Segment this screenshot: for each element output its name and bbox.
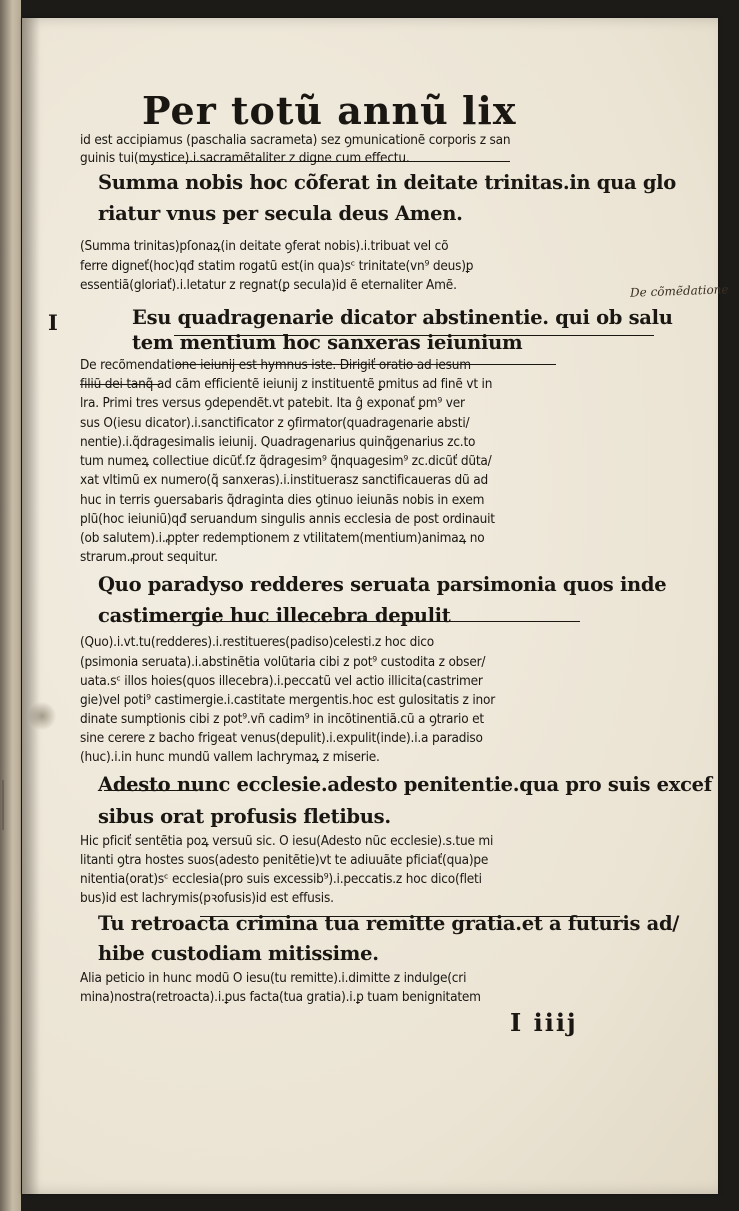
commentary-line: ferre digneť(hoc)qđ statim rogatũ est(in qua)sᶜ trinitate(vn⁹ deus)ꝑ [80, 258, 474, 274]
hymn-verse-line: tem mentium hoc sanxeras ieiunium [132, 331, 523, 354]
commentary-line: Alia peticio in hunc modũ O iesu(tu remitte).i.dimitte z indulge(cri [80, 970, 467, 986]
ink-stain [28, 701, 56, 731]
commentary-line: nentie).i.q̃dragesimalis ieiunij. Quadragenarius quinq̃genarius zc.to [80, 434, 476, 450]
underline-rule [150, 621, 580, 622]
commentary-line: essentiã(gloriať).i.letatur z regnat(ꝑ secula)id ẽ eternaliter Amẽ. [80, 277, 457, 293]
hymn-verse-line: sibus orat profusis fletibus. [98, 805, 391, 828]
commentary-line: sine cerere z bacho frigeat venus(depulit).i.expulit(inde).i.a paradiso [80, 730, 483, 746]
commentary-line: (psimonia seruata).i.abstinẽtia volũtaria cibi z pot⁹ custodita z obser/ [80, 654, 486, 670]
commentary-line: guinis tui(mystice).i.sacramẽtaliter z digne cum effectu. [80, 150, 410, 166]
commentary-line: (Quo).i.vt.tu(redderes).i.restitueres(padiso)celesti.z hoc dico [80, 634, 434, 650]
commentary-line: uata.sᶜ illos hoies(quos illecebra).i.peccatũ vel actio illicita(castrimer [80, 673, 483, 689]
signature-mark: I iiij [510, 1008, 578, 1037]
commentary-line: De recõmendatione ieiunij est hymnus iste. Dirigiť oratio ad iesum [80, 357, 471, 373]
underline-rule [80, 384, 160, 385]
commentary-line: tum numeꝝ collectiue dicũť.ſz q̃dragesim⁹ q̃nquagesim⁹ zc.dicũť dũta/ [80, 453, 492, 469]
commentary-line: bus)id est lachrymis(pꝛofusis)id est effusis. [80, 890, 334, 906]
book-page [22, 18, 729, 1194]
gutter-shadow [22, 18, 40, 1194]
handwritten-marginal-note: De cõmẽdatione [629, 282, 729, 300]
hymn-verse-line: Esu quadragenarie dicator abstinentie. qui ob salu [132, 306, 673, 329]
commentary-line: plũ(hoc ieiuniũ)qđ seruandum singulis annis ecclesia de post ordinauit [80, 511, 495, 527]
hymn-verse-line: hibe custodiam mitissime. [98, 942, 379, 965]
facing-page-edge [0, 0, 21, 1211]
commentary-line: huc in terris ꝯuersabaris q̃draginta dies ꝯtinuo ieiunãs nobis in exem [80, 492, 485, 508]
hymn-verse-line: Adesto nunc ecclesie.adesto penitentie.qua pro suis excef [98, 773, 712, 796]
underline-rule [104, 790, 194, 791]
commentary-line: dinate sumptionis cibi z pot⁹.vñ cadim⁹ in incõtinentiã.cũ a ꝯtrario et [80, 711, 484, 727]
commentary-line: filiũ dei tanq̃ ad cãm efficientẽ ieiunij z instituentẽ ꝑmitus ad finẽ vt in [80, 376, 493, 392]
underline-rule [176, 364, 556, 365]
commentary-line: (huc).i.in hunc mundũ vallem lachrymaꝝ z miserie. [80, 749, 380, 765]
commentary-line: (ob salutem).i.ꝓpter redemptionem z vtilitatem(mentium)animaꝝ no [80, 530, 485, 546]
commentary-line: litanti ꝯtra hostes suos(adesto penitẽtie)vt te adiuuãte pficiať(qua)pe [80, 852, 489, 868]
commentary-line: gie)vel poti⁹ castimergie.i.castitate mergentis.hoc est gulositatis z inor [80, 692, 496, 708]
hymn-verse-line: castimergie huc illecebra depulit [98, 604, 451, 627]
commentary-line: nitentia(orat)sᶜ ecclesia(pro suis excessib⁹).i.peccatis.z hoc dico(fleti [80, 871, 482, 887]
folio-number: lix [462, 88, 517, 133]
underline-rule [174, 335, 654, 336]
hymn-verse-line: Summa nobis hoc cõferat in deitate trinitas.in qua glo [98, 171, 676, 194]
commentary-line: mina)nostra(retroacta).i.ꝑus facta(tua gratia).i.ꝑ tuam benignitatem [80, 989, 481, 1005]
hymn-verse-line: Tu retroacta crimina tua remitte gratia.et a futuris ad/ [98, 912, 680, 935]
underline-rule [200, 916, 620, 917]
commentary-line: Hic pficiť sentẽtia poꝝ versuũ sic. O iesu(Adesto nũc ecclesie).s.tue mi [80, 833, 494, 849]
commentary-line: id est accipiamus (paschalia sacrameta) sez ꝯmunicationẽ corporis z san [80, 132, 511, 148]
guide-initial: I [48, 310, 58, 335]
commentary-line: strarum.ꝓrout sequitur. [80, 549, 218, 565]
hymn-verse-line: riatur vnus per secula deus Amen. [98, 202, 463, 225]
commentary-line: sus O(iesu dicator).i.sanctificator z ꝯfirmator(quadragenarie absti/ [80, 415, 470, 431]
commentary-line: lra. Primi tres versus ꝯdependẽt.vt patebit. Ita ĝ exponať ꝑm⁹ ver [80, 395, 465, 411]
underline-rule [140, 161, 510, 162]
commentary-line: (Summa trinitas)pſonaꝝ(in deitate ꝯferat nobis).i.tribuat vel cõ [80, 238, 449, 254]
commentary-line: xat vltimũ ex numero(q̃ sanxeras).i.instituerasz sanctificaueras dũ ad [80, 472, 488, 488]
hymn-verse-line: Quo paradyso redderes seruata parsimonia quos inde [98, 573, 667, 596]
running-title: Per totũ annũ [142, 88, 449, 133]
